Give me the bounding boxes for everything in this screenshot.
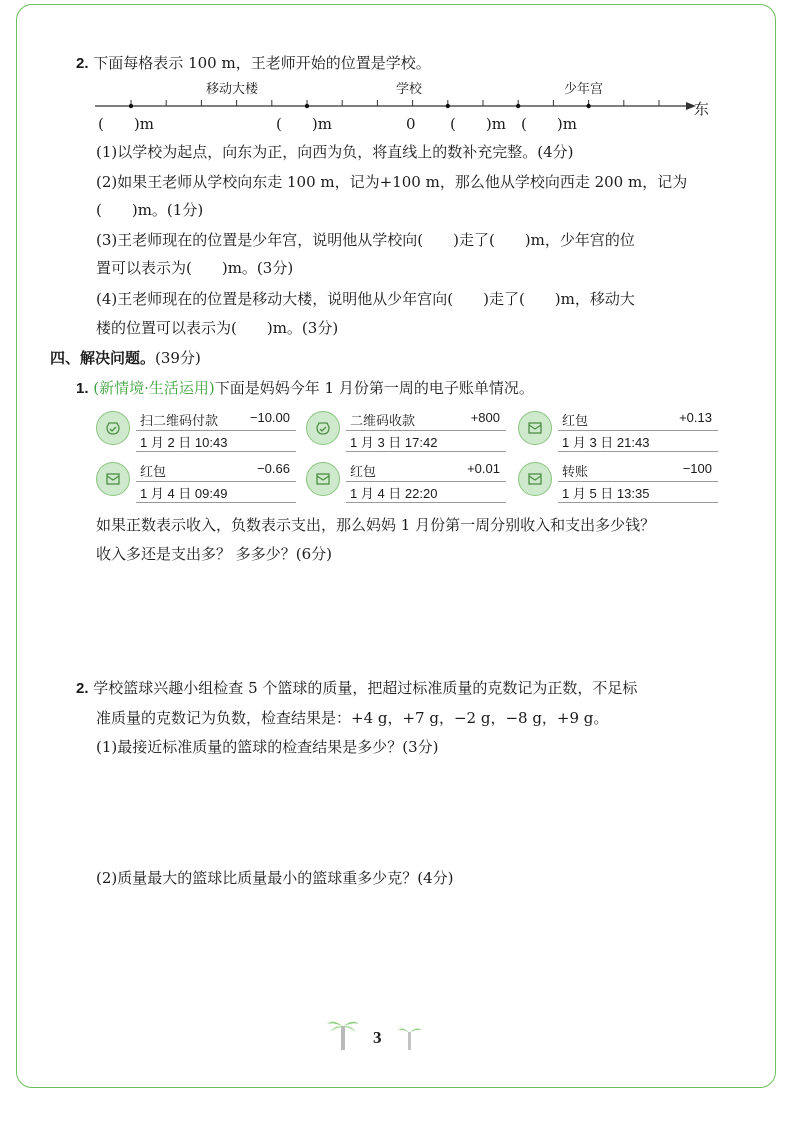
bill-card <box>306 459 506 503</box>
label-youth-palace: 少年宫 <box>564 82 604 97</box>
p1-question-line2: 收入多还是支出多？ 多多少？(6分) <box>96 545 333 563</box>
wallet-icon <box>96 411 130 445</box>
q2-sub-3-line2: 置可以表示为( )m。(3分) <box>96 259 294 277</box>
bill-card <box>306 408 506 452</box>
bill-amount: −100 <box>682 461 712 476</box>
bill-amount: +0.01 <box>467 461 500 476</box>
problem-number: 2. <box>76 680 89 697</box>
section-4-title <box>50 348 201 368</box>
q2-sub-2-line2: ( )m。(1分) <box>96 201 204 219</box>
envelope-icon <box>306 462 340 496</box>
q2-sub-1: (1)以学校为起点，向东为正，向西为负，将直线上的数补充完整。(4分) <box>96 143 574 161</box>
bill-date: 1 月 4 日 09:49 <box>140 486 228 501</box>
bill-label: 红包 <box>562 414 589 429</box>
section-title: 四、解决问题。 <box>50 349 156 367</box>
blank-2[interactable]: ( )m <box>276 115 332 133</box>
envelope-icon <box>518 462 552 496</box>
bill-label: 扫二维码付款 <box>140 414 219 429</box>
bill-amount: −10.00 <box>249 410 290 425</box>
blank-1[interactable]: ( )m <box>98 115 154 133</box>
context-tag: (新情境·生活运用) <box>93 379 215 397</box>
zero-mark: 0 <box>406 115 416 133</box>
bill-card <box>96 459 296 503</box>
bill-date: 1 月 5 日 13:35 <box>562 486 650 501</box>
bill-date: 1 月 3 日 21:43 <box>562 435 650 450</box>
problem-text: 学校篮球兴趣小组检查 5 个篮球的质量，把超过标准质量的克数记为正数，不足标 <box>93 679 638 697</box>
q2-sub-4-line1: (4)王老师现在的位置是移动大楼，说明他从少年宫向( )走了( )m，移动大 <box>96 290 635 308</box>
number-line-point <box>586 104 590 108</box>
section-score: (39分) <box>155 349 201 367</box>
q2-sub-3-line1: (3)王老师现在的位置是少年宫，说明他从学校向( )走了( )m，少年宫的位 <box>96 231 635 249</box>
bill-label: 转账 <box>562 465 589 480</box>
q2-sub-2-line1: (2)如果王老师从学校向东走 100 m，记为+100 m，那么他从学校向西走 200 m，记为 <box>96 173 688 191</box>
palm-tree-icon <box>326 1016 360 1052</box>
bill-amount: +800 <box>470 410 500 425</box>
label-school: 学校 <box>396 82 423 97</box>
question-text: 下面每格表示 100 m，王老师开始的位置是学校。 <box>93 54 431 72</box>
question-2-header <box>76 53 431 74</box>
p1-question-line1: 如果正数表示收入，负数表示支出，那么妈妈 1 月份第一周分别收入和支出多少钱？ <box>96 516 656 534</box>
p2-sub-2: (2)质量最大的篮球比质量最小的篮球重多少克？(4分) <box>96 869 454 887</box>
number-line-ticks <box>131 100 659 106</box>
p2-sub-1: (1)最接近标准质量的篮球的检查结果是多少？(3分) <box>96 738 439 756</box>
bill-label: 红包 <box>140 465 167 480</box>
problem-text: 下面是妈妈今年 1 月份第一周的电子账单情况。 <box>214 379 534 397</box>
bill-date: 1 月 4 日 22:20 <box>350 486 438 501</box>
blank-3[interactable]: ( )m <box>450 115 506 133</box>
blank-4[interactable]: ( )m <box>521 115 577 133</box>
page-number: 3 <box>373 1028 382 1047</box>
bill-label: 红包 <box>350 465 377 480</box>
problem-2-line2: 准质量的克数记为负数，检查结果是：+4 g，+7 g，−2 g，−8 g，+9 g。 <box>96 709 609 727</box>
problem-2-header <box>76 678 637 699</box>
bill-card <box>96 408 296 452</box>
bill-date: 1 月 2 日 10:43 <box>140 435 228 450</box>
bill-label: 二维码收款 <box>350 414 416 429</box>
envelope-icon <box>518 411 552 445</box>
number-line-point <box>446 104 450 108</box>
q2-sub-4-line2: 楼的位置可以表示为( )m。(3分) <box>96 319 339 337</box>
question-number: 2. <box>76 55 89 72</box>
number-line-point <box>305 104 309 108</box>
bill-date: 1 月 3 日 17:42 <box>350 435 438 450</box>
palm-tree-icon <box>397 1024 423 1050</box>
envelope-icon <box>96 462 130 496</box>
bill-card <box>518 459 718 503</box>
number-line-point <box>129 104 133 108</box>
label-east: 东 <box>694 100 710 118</box>
number-line-point <box>516 104 520 108</box>
bill-card <box>518 408 718 452</box>
bill-amount: +0.13 <box>679 410 712 425</box>
bill-amount: −0.66 <box>257 461 290 476</box>
wallet-icon <box>306 411 340 445</box>
problem-number: 1. <box>76 380 89 397</box>
label-mobile-building: 移动大楼 <box>206 82 259 97</box>
problem-1-header <box>76 378 534 399</box>
